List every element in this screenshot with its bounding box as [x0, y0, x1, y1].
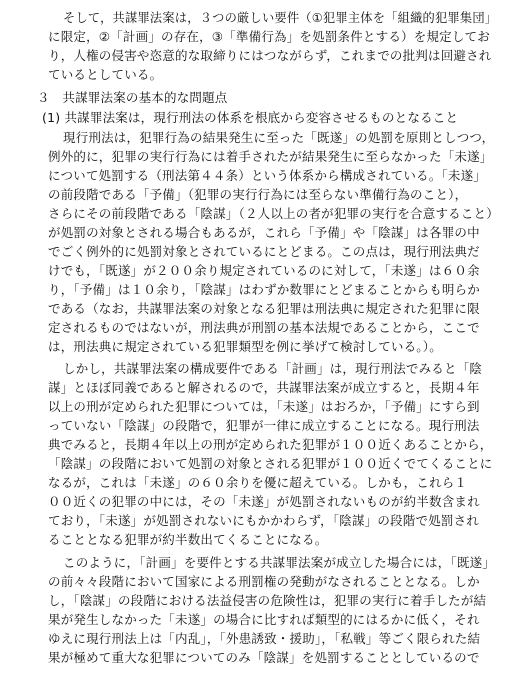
paragraph-line: ００近くの犯罪の中には，その「未遂」が処罰されないものが約半数含まれ [48, 494, 480, 509]
subsection-heading: (1) 共謀罪法案は，現行刑法の体系を根底から変容させるものとなること [42, 110, 459, 125]
paragraph-line: が処罰の対象とされる場合もあるが，これら「予備」や「陰謀」は各罪の中 [48, 225, 480, 240]
paragraph-line: しかし，共謀罪法案の構成要件である「計画」は，現行刑法でみると「陰 [63, 361, 483, 376]
paragraph-line: そして，共謀罪法案は，３つの厳しい要件（①犯罪主体を「組織的犯罪集団」 [63, 11, 498, 25]
paragraph-line: 現行刑法は，犯罪行為の結果発生に至った「既遂」の処罰を原則としつつ， [63, 130, 495, 145]
paragraph-line: けでも，「既遂」が２００余り規定されているのに対して，「未遂」は６０余 [48, 263, 480, 278]
paragraph-line: 定されるものではないが，刑法典が刑罰の基本法規であることから，ここで [48, 320, 480, 335]
paragraph-line: は，刑法典に規定されている犯罪類型を例に挙げて検討している。）。 [48, 339, 442, 354]
paragraph-line: 「陰謀」の段階において処罰の対象とされる犯罪が１００近くでてくることに [48, 456, 493, 471]
paragraph-line: 例外的に，犯罪の実行行為には着手されたが結果発生に至らなかった「未遂」 [48, 149, 493, 164]
paragraph-line: さらにその前段階である「陰謀」（２人以上の者が犯罪の実行を合意すること） [48, 206, 499, 221]
paragraph-line: の前々々段階において国家による刑罰権の発動がなされることとなる。しか [48, 574, 480, 589]
paragraph-line: り，「予備」は１０余り，「陰謀」はわずか数罪にとどまることからも明らか [48, 282, 481, 297]
paragraph-line: の前段階である「予備」（犯罪の実行行為には至らない準備行為のこと）， [48, 187, 468, 202]
paragraph-line: ゆえに現行刑法上は「内乱」，「外患誘致・援助」，「私戦」等ごく限られた結 [48, 631, 481, 646]
paragraph-line: このように，「計画」を要件とする共謀罪法案が成立した場合には，「既遂」 [63, 555, 496, 570]
section-heading: ３ 共謀罪法案の基本的な問題点 [37, 90, 228, 105]
paragraph-line: 典でみると，長期４年以上の刑が定められた犯罪が１００近くあることから， [48, 437, 493, 452]
paragraph-line: ており，「未遂」が処罰されないにもかかわらず，「陰謀」の段階で処罰され [48, 513, 480, 528]
paragraph-line: 果が極めて重大な犯罪についてのみ「陰謀」を処罰することとしているので [48, 650, 480, 665]
paragraph-line: ることとなる犯罪が約半数出てくることになる。 [48, 532, 328, 547]
paragraph-line: である（なお，共謀罪法案の対象となる犯罪は刑法典に規定された犯罪に限 [48, 301, 480, 316]
paragraph-line: に限定，②「計画」の存在，③「準備行為」を処罰条件とする）を規定してお [48, 29, 490, 44]
paragraph-line: でごく例外的に処罰対象とされているにとどまる。この点は，現行刑法典だ [48, 244, 480, 259]
paragraph-line: っていない「陰謀」の段階で，犯罪が一律に成立することになる。現行刑法 [48, 418, 480, 433]
paragraph-line: 以上の刑が定められた犯罪については，「未遂」はおろか，「予備」にすら到 [48, 399, 480, 414]
paragraph-line: なるが，これは「未遂」の６０余りを優に超えている。しかも，これら１ [48, 475, 468, 490]
paragraph-line: し，「陰謀」の段階における法益侵害の危険性は，犯罪の実行に着手したが結 [48, 593, 487, 608]
paragraph-line: 謀」とほぼ同義であると解されるので，共謀罪法案が成立すると，長期４年 [48, 380, 480, 395]
paragraph-line: り，人権の侵害や恣意的な取締りにはつながらず，これまでの批判は回避され [48, 48, 492, 63]
paragraph-line: について処罰する（刑法第４４条）という体系から構成されている。「未遂」 [48, 168, 487, 183]
paragraph-line: 果が発生しなかった「未遂」の場合に比すれば類型的にはるかに低く，それ [48, 612, 480, 627]
paragraph-line: ているとしている。 [48, 67, 163, 82]
